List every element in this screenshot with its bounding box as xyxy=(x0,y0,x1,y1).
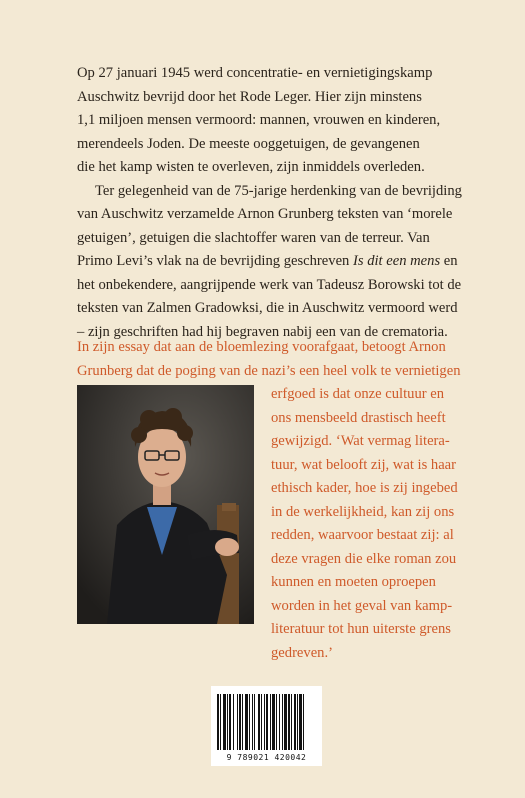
barcode-bar xyxy=(242,694,243,750)
barcode-bar xyxy=(249,694,250,750)
text-line: gedreven.’ xyxy=(271,644,333,661)
barcode-bar xyxy=(297,694,298,750)
text-line: die het kamp wisten te overleven, zijn inmiddels overleden. xyxy=(77,159,425,175)
text-line: Ter gelegenheid van de 75-jarige herdenking van de bevrijding xyxy=(95,182,462,199)
barcode-bar xyxy=(239,694,241,750)
text-line: merendeels Joden. De meeste ooggetuigen, de gevangenen xyxy=(77,135,420,152)
text-line: worden in het geval van kamp- xyxy=(271,597,453,614)
text-line: het onbekendere, aangrijpende werk van Tadeusz Borowski tot de xyxy=(77,276,462,293)
text-line: tuur, wat belooft zij, wat is haar xyxy=(271,456,457,473)
text-line: Grunberg dat de poging van de nazi’s een heel volk te vernietigen xyxy=(77,362,461,379)
text-line: – zijn geschriften had hij begraven nabij een van de crematoria. xyxy=(77,323,448,340)
barcode-bar xyxy=(270,694,271,750)
text-line: getuigen’, getuigen die slachtoffer waren van de terreur. Van xyxy=(77,229,430,246)
intro-paragraph xyxy=(77,62,517,344)
barcode-bar xyxy=(233,694,234,750)
text-fragment: en xyxy=(440,253,458,269)
barcode-bar xyxy=(254,694,255,750)
text-line: teksten van Zalmen Gradowksi, die in Auschwitz vermoord werd xyxy=(77,300,458,316)
text-line: 1,1 miljoen mensen vermoord: mannen, vrouwen en kinderen, xyxy=(77,112,441,128)
author-portrait-illustration xyxy=(77,385,254,624)
barcode-bar xyxy=(237,694,238,750)
text-line: Auschwitz bevrijd door het Rode Leger. Hier zijn minstens xyxy=(77,88,422,105)
text-line: gewijzigd. ‘Wat vermag litera- xyxy=(271,433,450,449)
barcode-bar xyxy=(299,694,302,750)
text-line: ons mensbeeld drastisch heeft xyxy=(271,409,446,426)
text-line xyxy=(77,250,517,274)
author-photo xyxy=(77,385,254,624)
barcode-bar xyxy=(245,694,248,750)
barcode-bar xyxy=(223,694,226,750)
barcode-bar xyxy=(279,694,280,750)
barcode-bar xyxy=(217,694,219,750)
barcode-bar xyxy=(282,694,283,750)
barcode-bar xyxy=(229,694,231,750)
barcode-bar xyxy=(284,694,287,750)
barcode-bar xyxy=(288,694,290,750)
text-line: redden, waarvoor bestaat zij: al xyxy=(271,527,454,543)
barcode-bar xyxy=(261,694,262,750)
text-line: In zijn essay dat aan de bloemlezing voorafgaat, betoogt Arnon xyxy=(77,339,446,355)
text-line: Op 27 januari 1945 werd concentratie- en vernietigingskamp xyxy=(77,65,433,81)
barcode-bar xyxy=(227,694,228,750)
book-title: Is dit een mens xyxy=(353,253,441,269)
text-fragment: Primo Levi’s vlak na de bevrijding geschreven xyxy=(77,253,353,269)
isbn-barcode xyxy=(211,686,322,766)
text-line: erfgoed is dat onze cultuur en xyxy=(271,386,445,402)
text-line: van Auschwitz verzamelde Arnon Grunberg teksten van ‘morele xyxy=(77,206,453,222)
barcode-bar xyxy=(272,694,275,750)
text-line: ethisch kader, hoe is zij ingebed xyxy=(271,480,458,496)
barcode-bar xyxy=(291,694,292,750)
barcode-bar xyxy=(266,694,268,750)
barcode-bar xyxy=(264,694,265,750)
barcode-bar xyxy=(252,694,253,750)
barcode-bar xyxy=(258,694,260,750)
barcode-bar xyxy=(294,694,296,750)
text-line: literatuur tot hun uiterste grens xyxy=(271,621,451,637)
barcode-bar xyxy=(276,694,277,750)
barcode-bars xyxy=(211,686,322,752)
barcode-bar xyxy=(303,694,304,750)
essay-intro xyxy=(77,336,517,383)
text-line: deze vragen die elke roman zou xyxy=(271,550,457,567)
text-line: in de werkelijkheid, kan zij ons xyxy=(271,503,455,520)
barcode-bar xyxy=(220,694,221,750)
text-line: kunnen en moeten oproepen xyxy=(271,574,436,590)
essay-quote-column xyxy=(271,383,511,665)
barcode-digits: 9 789021 420042 xyxy=(226,753,307,762)
